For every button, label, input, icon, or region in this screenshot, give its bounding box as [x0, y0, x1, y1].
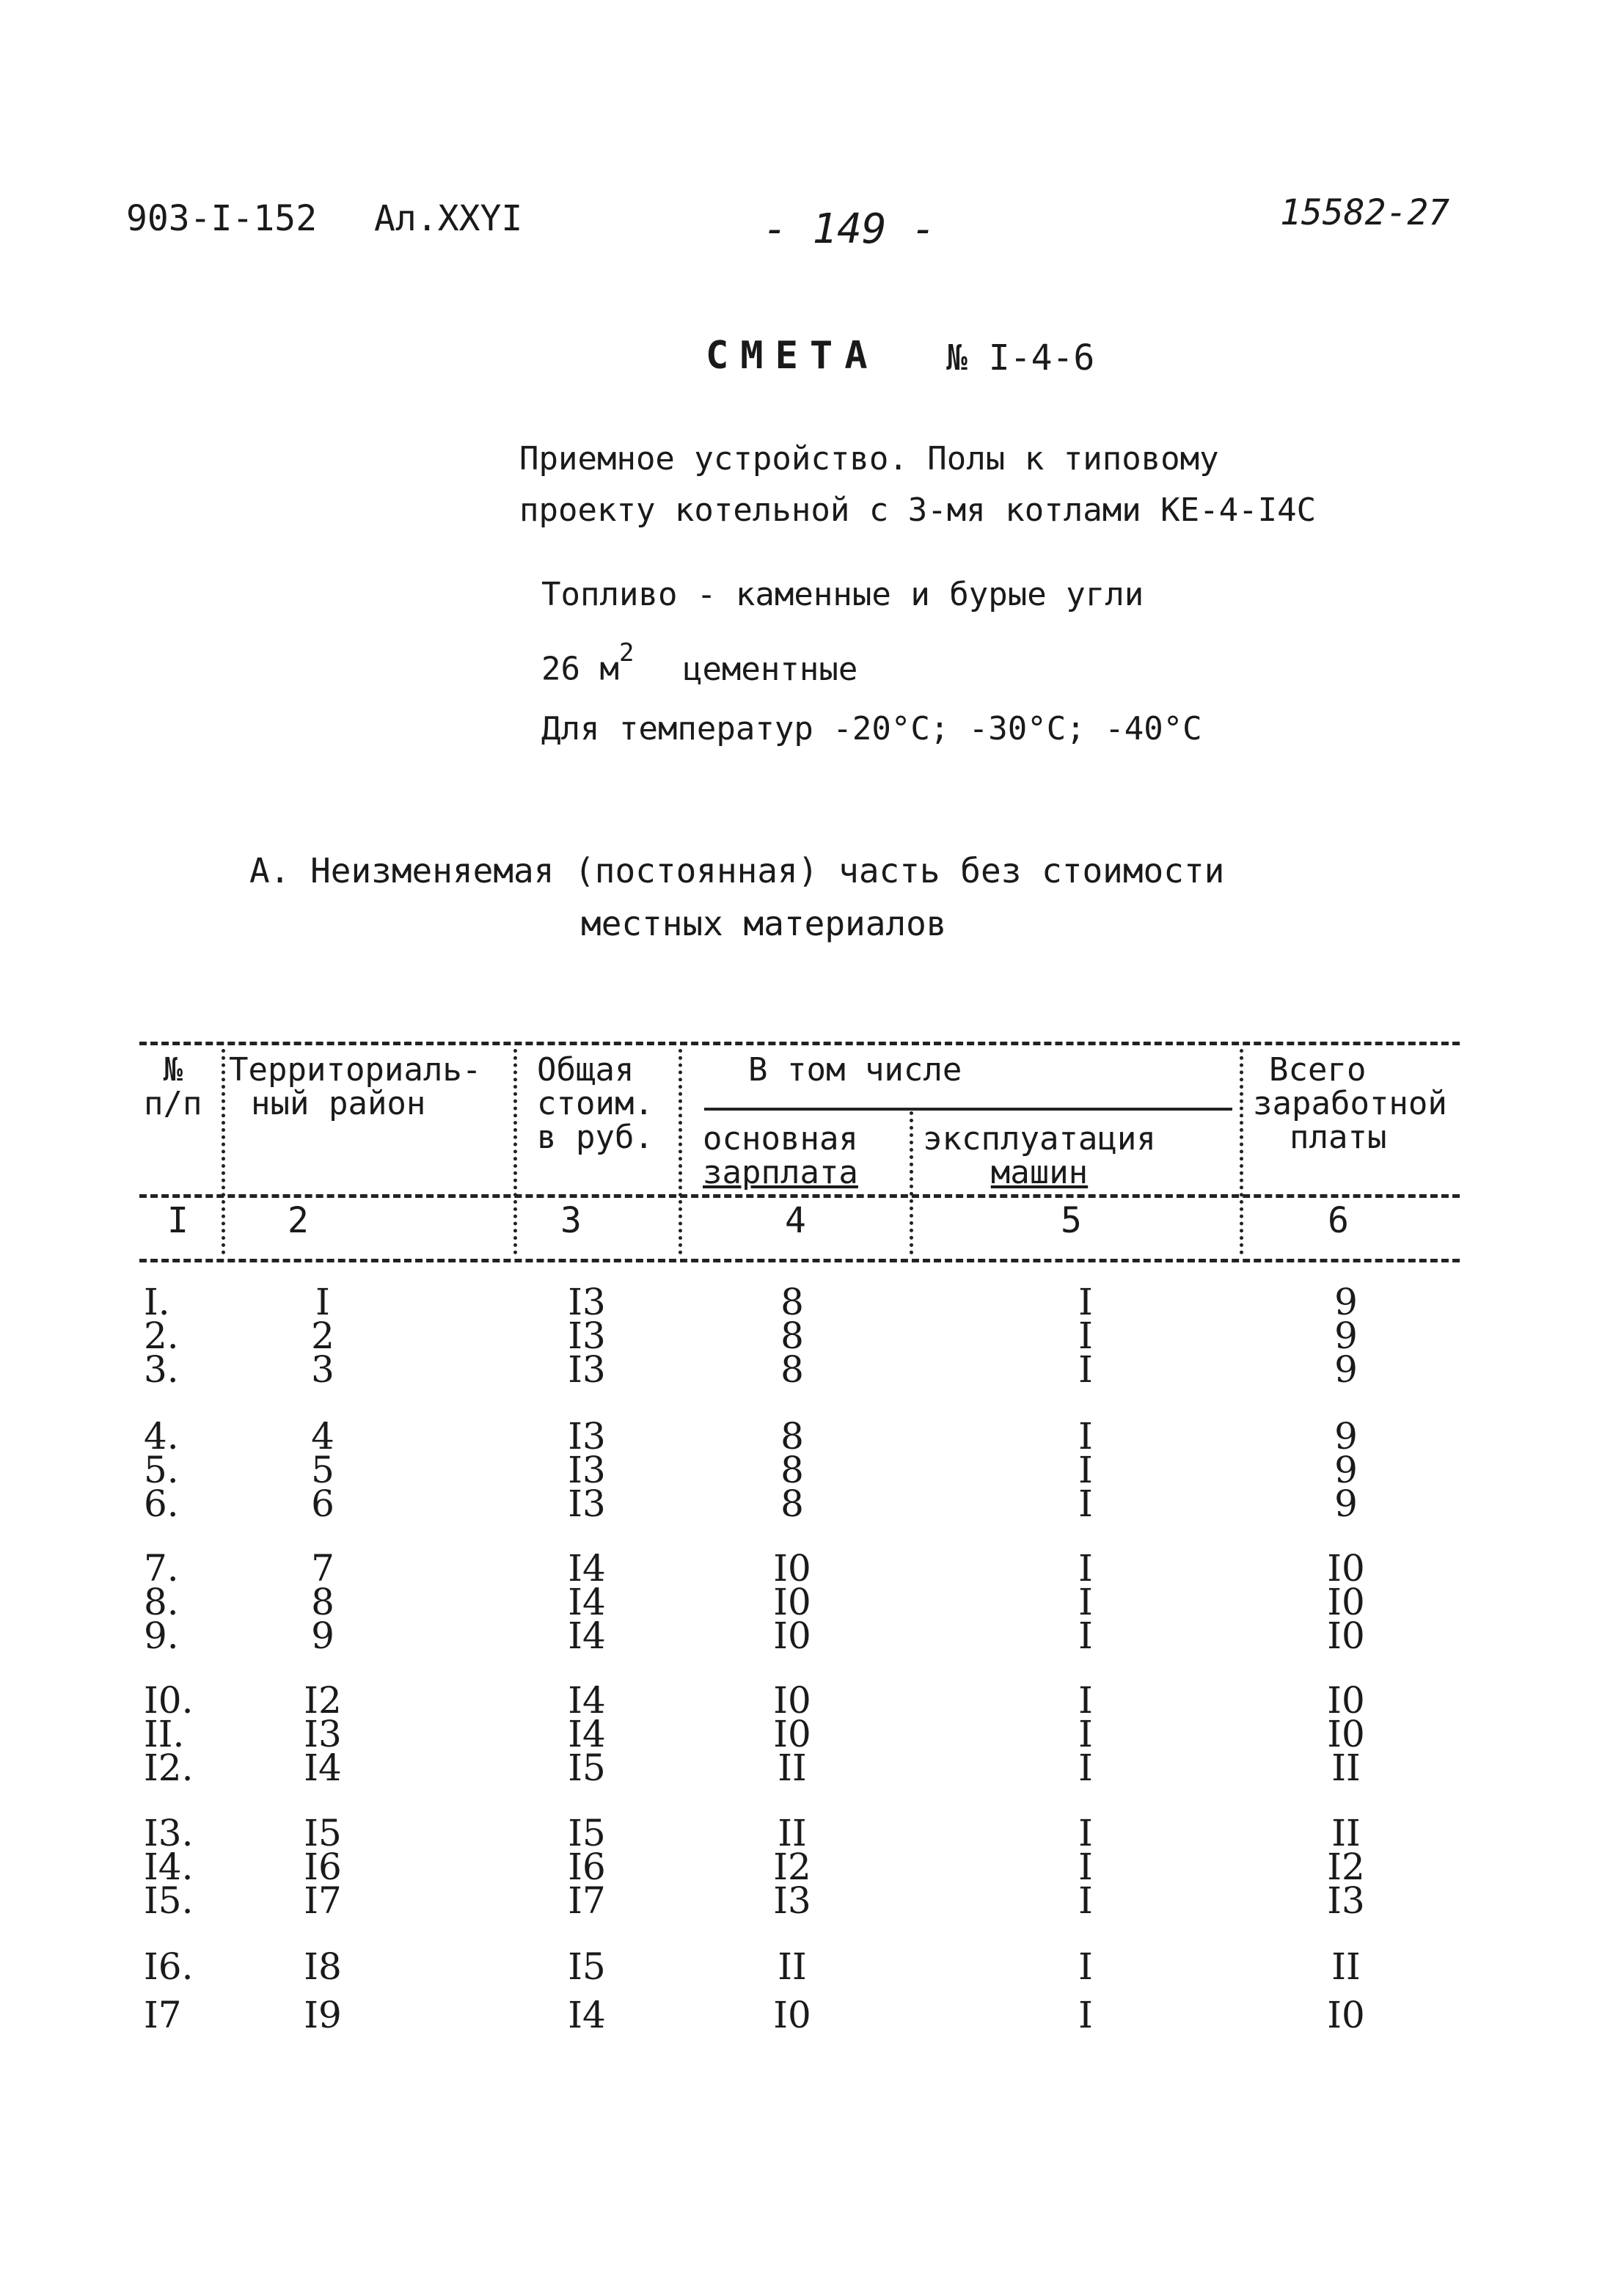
total-cost-cell: I3 — [568, 1281, 606, 1323]
total-cost-cell: I3 — [568, 1449, 606, 1491]
row-number: I6. — [144, 1945, 194, 1988]
section-heading-cont: местных материалов — [581, 904, 947, 943]
machine-cell: I — [1078, 1879, 1093, 1922]
base-salary-cell: 8 — [780, 1482, 804, 1525]
header-including: В том числе — [748, 1051, 962, 1089]
row-number: II. — [144, 1713, 185, 1755]
total-wages-cell: II — [1331, 1945, 1361, 1988]
region-cell: 9 — [311, 1615, 334, 1657]
total-cost-cell: I4 — [568, 1581, 606, 1623]
base-salary-cell: II — [778, 1747, 807, 1789]
header-base-salary: основная зарплата — [703, 1120, 858, 1191]
fuel-line: Топливо - каменные и бурые угли — [541, 576, 1144, 613]
base-salary-cell: I2 — [773, 1846, 811, 1888]
row-number: 6. — [144, 1482, 179, 1525]
base-salary-cell: I0 — [773, 1581, 811, 1623]
region-cell: I7 — [304, 1879, 342, 1922]
region-cell: 8 — [311, 1581, 334, 1623]
header-total-wages: Всего заработной платы — [1253, 1051, 1447, 1156]
total-wages-cell: I0 — [1327, 1547, 1365, 1590]
machine-cell: I — [1078, 1348, 1093, 1391]
total-cost-cell: I4 — [568, 1679, 606, 1722]
machine-cell: I — [1078, 1679, 1093, 1722]
row-number: I5. — [144, 1879, 194, 1922]
total-wages-cell: 9 — [1334, 1281, 1358, 1323]
base-salary-cell: I0 — [773, 1679, 811, 1722]
region-cell: I5 — [304, 1812, 342, 1854]
area-value: 26 м — [541, 650, 619, 688]
row-number: 8. — [144, 1581, 179, 1623]
total-wages-cell: 9 — [1334, 1348, 1358, 1391]
base-salary-cell: 8 — [780, 1415, 804, 1458]
total-cost-cell: I3 — [568, 1348, 606, 1391]
base-salary-cell: I0 — [773, 1615, 811, 1657]
doc-code: 903-I-152 — [126, 198, 318, 239]
divider-col-2 — [513, 1049, 517, 1254]
col-number-1: I — [167, 1200, 189, 1241]
area-unit-exponent: 2 — [618, 638, 634, 668]
row-number: 2. — [144, 1315, 179, 1357]
total-wages-cell: I3 — [1327, 1879, 1365, 1922]
total-cost-cell: I5 — [568, 1945, 606, 1988]
region-cell: I6 — [304, 1846, 342, 1888]
region-cell: I9 — [304, 1994, 342, 2036]
region-cell: I8 — [304, 1945, 342, 1988]
base-salary-cell: I0 — [773, 1994, 811, 2036]
section-heading: А. Неизменяемая (постоянная) часть без стоимости — [249, 851, 1225, 891]
divider-col-3 — [679, 1049, 682, 1254]
machine-cell: I — [1078, 1615, 1093, 1657]
divider-col-1 — [222, 1049, 225, 1254]
total-wages-cell: I0 — [1327, 1679, 1365, 1722]
total-wages-cell: II — [1331, 1747, 1361, 1789]
machine-cell: I — [1078, 1945, 1093, 1988]
region-cell: 2 — [311, 1315, 334, 1357]
region-cell: I4 — [304, 1747, 342, 1789]
total-cost-cell: I7 — [568, 1879, 606, 1922]
machine-cell: I — [1078, 1747, 1093, 1789]
machine-cell: I — [1078, 1449, 1093, 1491]
machine-cell: I — [1078, 1846, 1093, 1888]
base-salary-cell: 8 — [780, 1449, 804, 1491]
sheet-code: 15582-27 — [1280, 192, 1450, 233]
header-machine-operation: эксплуатация машин — [923, 1120, 1156, 1191]
description-line-2: проекту котельной с 3-мя котлами КЕ-4-I4С — [519, 491, 1317, 529]
col-number-5: 5 — [1061, 1200, 1082, 1241]
total-cost-cell: I3 — [568, 1415, 606, 1458]
floor-type: цементные — [682, 650, 858, 688]
estimate-number: № I-4-6 — [946, 337, 1095, 379]
row-number: 9. — [144, 1615, 179, 1657]
total-cost-cell: I4 — [568, 1615, 606, 1657]
total-cost-cell: I3 — [568, 1482, 606, 1525]
col-number-6: 6 — [1328, 1200, 1349, 1241]
machine-cell: I — [1078, 1415, 1093, 1458]
temperature-line: Для температур -20°С; -30°С; -40°С — [541, 710, 1202, 747]
total-cost-cell: I4 — [568, 1713, 606, 1755]
region-cell: I2 — [304, 1679, 342, 1722]
region-cell: 6 — [311, 1482, 334, 1525]
base-salary-cell: I3 — [773, 1879, 811, 1922]
total-wages-cell: I0 — [1327, 1615, 1365, 1657]
col-number-2: 2 — [288, 1200, 309, 1241]
table-top-rule — [139, 1042, 1460, 1045]
row-number: 5. — [144, 1449, 179, 1491]
total-wages-cell: I0 — [1327, 1713, 1365, 1755]
total-wages-cell: I0 — [1327, 1994, 1365, 2036]
area-line — [541, 638, 858, 688]
base-salary-cell: 8 — [780, 1348, 804, 1391]
base-salary-cell: II — [778, 1812, 807, 1854]
base-salary-cell: I0 — [773, 1547, 811, 1590]
header-total-cost: Общая стоим. в руб. — [537, 1051, 654, 1156]
machine-cell: I — [1078, 1581, 1093, 1623]
total-wages-cell: 9 — [1334, 1415, 1358, 1458]
total-wages-cell: I0 — [1327, 1581, 1365, 1623]
header-num: № п/п — [144, 1051, 202, 1122]
base-salary-cell: I0 — [773, 1713, 811, 1755]
row-number: I2. — [144, 1747, 194, 1789]
row-number: I0. — [144, 1679, 194, 1722]
machine-cell: I — [1078, 1482, 1093, 1525]
machine-cell: I — [1078, 1281, 1093, 1323]
total-wages-cell: 9 — [1334, 1315, 1358, 1357]
colnum-bottom-rule — [139, 1259, 1460, 1262]
total-wages-cell: 9 — [1334, 1482, 1358, 1525]
total-cost-cell: I5 — [568, 1747, 606, 1789]
col-number-3: 3 — [560, 1200, 582, 1241]
row-number: 3. — [144, 1348, 179, 1391]
region-cell: 3 — [311, 1348, 334, 1391]
region-cell: I — [315, 1281, 330, 1323]
row-number: 4. — [144, 1415, 179, 1458]
page-number: - 149 - — [763, 205, 937, 253]
header-bottom-rule — [139, 1194, 1460, 1198]
total-wages-cell: 9 — [1334, 1449, 1358, 1491]
description-line-1: Приемное устройство. Полы к типовому — [519, 440, 1219, 478]
total-wages-cell: I2 — [1327, 1846, 1365, 1888]
region-cell: 7 — [311, 1547, 334, 1590]
machine-cell: I — [1078, 1547, 1093, 1590]
machine-cell: I — [1078, 1713, 1093, 1755]
row-number: 7. — [144, 1547, 179, 1590]
machine-cell: I — [1078, 1812, 1093, 1854]
total-cost-cell: I4 — [568, 1994, 606, 2036]
region-cell: 5 — [311, 1449, 334, 1491]
subheader-rule — [704, 1108, 1232, 1111]
machine-cell: I — [1078, 1315, 1093, 1357]
row-number: I. — [144, 1281, 170, 1323]
header-region: Территориаль- ный район — [229, 1051, 482, 1122]
col-number-4: 4 — [785, 1200, 806, 1241]
region-cell: I3 — [304, 1713, 342, 1755]
base-salary-cell: II — [778, 1945, 807, 1988]
region-cell: 4 — [311, 1415, 334, 1458]
total-wages-cell: II — [1331, 1812, 1361, 1854]
base-salary-cell: 8 — [780, 1315, 804, 1357]
total-cost-cell: I4 — [568, 1547, 606, 1590]
base-salary-cell: 8 — [780, 1281, 804, 1323]
total-cost-cell: I3 — [568, 1315, 606, 1357]
row-number: I7 — [144, 1994, 182, 2036]
album-number: Ал.XXYI — [374, 198, 523, 239]
divider-col-4 — [910, 1111, 913, 1254]
row-number: I3. — [144, 1812, 194, 1854]
document-title: СМЕТА — [706, 334, 879, 378]
row-number: I4. — [144, 1846, 194, 1888]
machine-cell: I — [1078, 1994, 1093, 2036]
divider-col-5 — [1240, 1049, 1243, 1254]
total-cost-cell: I6 — [568, 1846, 606, 1888]
total-cost-cell: I5 — [568, 1812, 606, 1854]
